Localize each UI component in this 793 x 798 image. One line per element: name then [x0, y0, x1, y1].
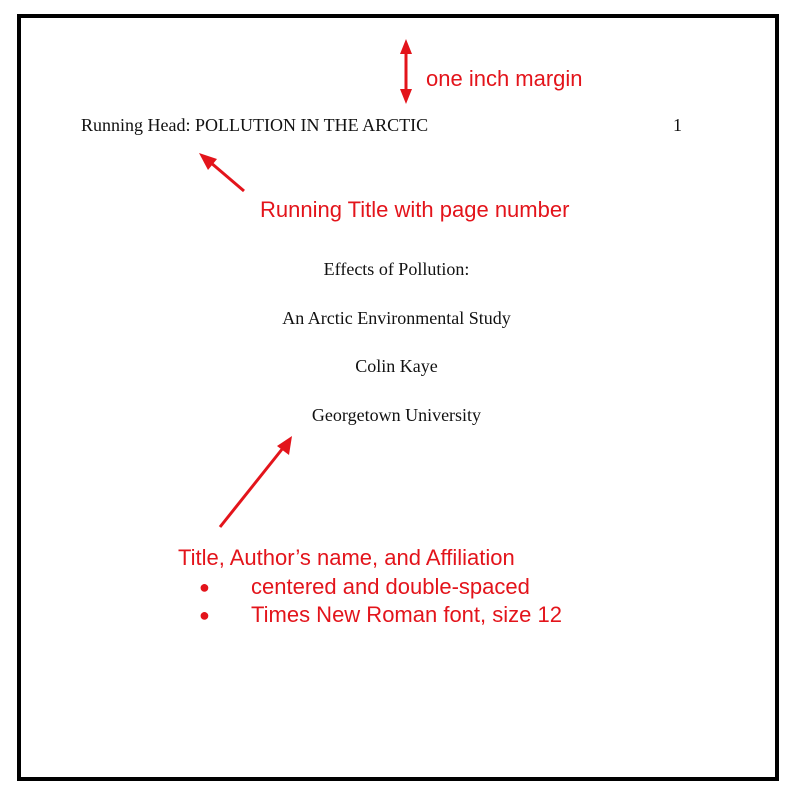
running-head: Running Head: POLLUTION IN THE ARCTIC	[81, 115, 429, 135]
margin-annotation: one inch margin	[426, 66, 583, 91]
running-title-annotation: Running Title with page number	[260, 197, 570, 222]
bullet-icon: ●	[199, 577, 210, 597]
bullet-icon: ●	[199, 605, 210, 625]
author-name: Colin Kaye	[355, 356, 438, 376]
bullet-item-font: Times New Roman font, size 12	[251, 602, 562, 627]
bullet-item-centered: centered and double-spaced	[251, 574, 530, 599]
title-block-annotation: Title, Author’s name, and Affiliation	[178, 545, 515, 570]
arrow-icon	[199, 153, 244, 191]
page-number: 1	[673, 115, 682, 135]
title-line-1: Effects of Pollution:	[323, 259, 470, 279]
affiliation: Georgetown University	[311, 405, 482, 425]
title-line-2: An Arctic Environmental Study	[282, 308, 511, 328]
arrow-icon	[220, 436, 292, 527]
double-arrow-icon	[400, 39, 412, 104]
